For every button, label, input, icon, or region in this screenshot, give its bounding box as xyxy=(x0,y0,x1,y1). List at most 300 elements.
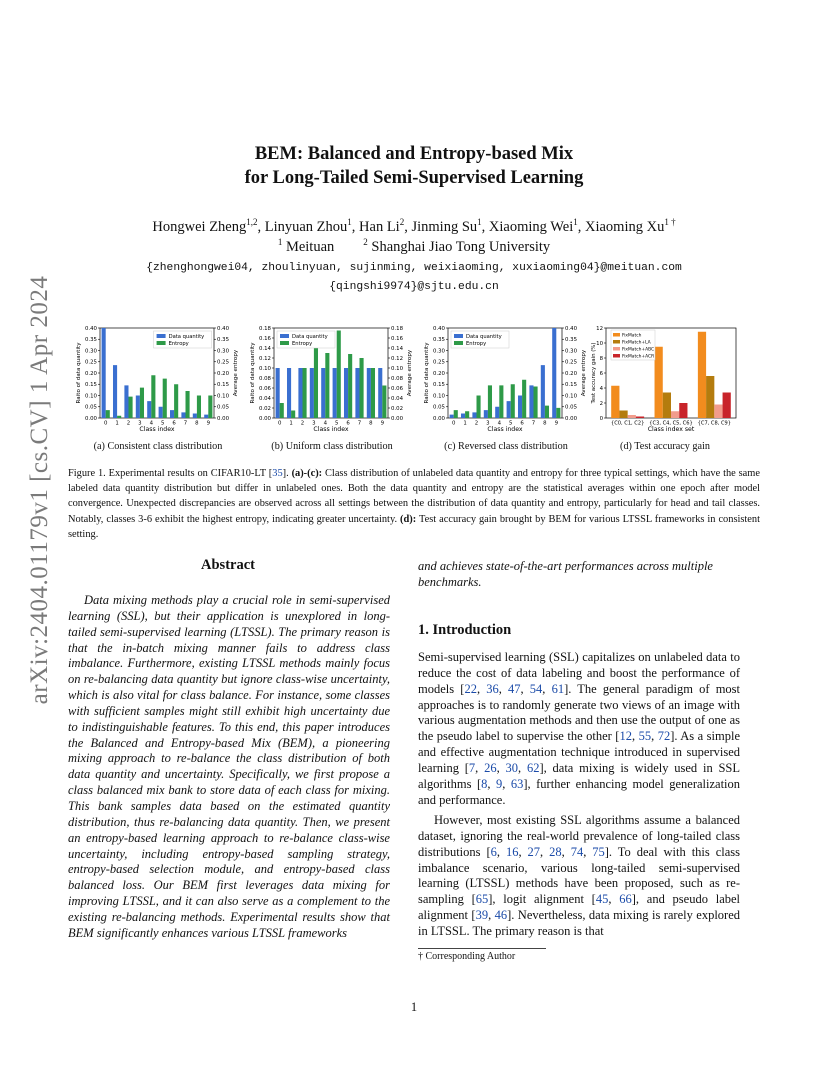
paragraph-text: , xyxy=(476,681,487,696)
author-list: Hongwei Zheng$^{1,2}$, Linyuan Zhou$^1$, Han Li$^2$, Jinming Su$^1$, Xiaoming Wei$^1$, Xiaoming $Xu^{1 \dagger}$ xyxy=(152,217,676,235)
bar-data-quantity xyxy=(450,415,454,418)
paragraph-text: , xyxy=(518,760,527,775)
x-tick-label: 5 xyxy=(508,420,513,427)
citation-link[interactable]: 74 xyxy=(570,844,584,859)
citation-link[interactable]: 54 xyxy=(529,681,543,696)
bar-entropy xyxy=(151,375,155,418)
citation-link[interactable]: 22 xyxy=(464,681,477,696)
bar-entropy xyxy=(522,380,526,418)
page-number: 1 xyxy=(410,1000,418,1014)
bar-entropy xyxy=(303,368,307,418)
chart-a xyxy=(72,322,244,436)
paragraph-text: , xyxy=(520,681,530,696)
bar-data-quantity xyxy=(355,368,359,418)
x-tick-label: 1 xyxy=(463,420,467,427)
bar-data-quantity xyxy=(472,412,476,418)
y-tick-label: 0.15 xyxy=(84,382,97,389)
bar-entropy xyxy=(208,396,212,419)
y-right-tick-label: 0.04 xyxy=(391,395,404,402)
y-right-tick-label: 0.40 xyxy=(565,325,578,332)
bar-data-quantity xyxy=(193,414,197,419)
legend-swatch xyxy=(157,334,166,338)
subcaption-a: (a) Consistent class distribution xyxy=(93,441,223,452)
y-tick-label: 0.35 xyxy=(84,337,97,344)
affiliation-name: Shanghai Jiao Tong University xyxy=(367,238,551,255)
citation-link[interactable]: 27 xyxy=(527,844,541,859)
x-tick-label: 8 xyxy=(369,420,373,427)
citation-link[interactable]: 72 xyxy=(657,729,671,744)
y-tick-label: 0.00 xyxy=(432,415,445,422)
y-tick-label: 0.10 xyxy=(258,365,271,372)
y-tick-label: 0.20 xyxy=(84,370,97,377)
x-axis-label: Class index xyxy=(313,426,349,433)
citation-link[interactable]: 47 xyxy=(508,681,521,696)
y-right-tick-label: 0.00 xyxy=(391,415,404,422)
author-affiliation-mark: 1 xyxy=(347,217,352,227)
bar-gain xyxy=(671,411,679,418)
legend-swatch xyxy=(613,333,620,337)
bar-data-quantity xyxy=(378,368,382,418)
y-tick-label: 12 xyxy=(596,325,603,332)
bar-entropy xyxy=(382,386,386,419)
author-affiliation-mark: 1,2 xyxy=(246,217,258,227)
y-right-tick-label: 0.06 xyxy=(391,385,404,392)
figure-panel-c xyxy=(420,322,592,436)
bar-gain xyxy=(655,347,663,418)
y-right-tick-label: 0.20 xyxy=(565,370,578,377)
bar-entropy xyxy=(186,391,190,418)
x-tick-label: 6 xyxy=(172,420,176,427)
x-tick-label: 3 xyxy=(138,420,142,427)
y-tick-label: 0 xyxy=(599,415,603,422)
bar-data-quantity xyxy=(136,396,140,419)
paragraph-text: , xyxy=(651,729,658,744)
x-tick-label: 1 xyxy=(115,420,119,427)
legend-swatch xyxy=(613,354,620,358)
bar-data-quantity xyxy=(552,328,556,418)
y-right-tick-label: 0.25 xyxy=(565,359,578,366)
y-tick-label: 6 xyxy=(599,370,603,377)
legend-label: Data quantity xyxy=(168,334,205,340)
bar-entropy xyxy=(174,384,178,418)
affiliation-name: Meituan xyxy=(282,238,335,255)
legend-swatch xyxy=(613,340,620,344)
x-tick-label: 0 xyxy=(277,420,282,427)
y-tick-label: 0.25 xyxy=(84,359,97,366)
y-tick-label: 0.08 xyxy=(258,375,271,382)
y-right-axis-label: Average entropy xyxy=(233,349,239,397)
x-tick-label: 6 xyxy=(346,420,350,427)
chart-b xyxy=(246,322,418,436)
y-tick-label: 0.40 xyxy=(84,325,97,332)
y-right-tick-label: 0.18 xyxy=(391,325,404,332)
chart-c xyxy=(420,322,592,436)
x-tick-label: 7 xyxy=(531,420,536,427)
bar-entropy xyxy=(556,408,560,418)
citation-link[interactable]: 65 xyxy=(475,892,489,907)
author-name: Xiaoming Wei xyxy=(488,218,574,235)
x-tick-label: 8 xyxy=(543,420,547,427)
bar-entropy xyxy=(106,410,110,418)
legend-label: FixMatch+ACR xyxy=(622,354,655,360)
y-right-tick-label: 0.15 xyxy=(565,382,578,389)
bar-data-quantity xyxy=(321,368,325,418)
paragraph-text: ]. Nevertheless, data mixing is rarely explored in LTSSL. The primary reason is that xyxy=(418,908,741,938)
citation-link[interactable]: 45 xyxy=(595,892,609,907)
paragraph-text: , xyxy=(583,844,593,859)
y-tick-label: 0.16 xyxy=(258,335,271,342)
y-right-axis-label: Average entropy xyxy=(407,349,413,397)
legend-label: Data quantity xyxy=(466,334,502,340)
bar-data-quantity xyxy=(507,401,511,418)
citation-link[interactable]: 30 xyxy=(505,760,519,775)
subcaption-d: (d) Test accuracy gain xyxy=(620,441,710,452)
y-right-tick-label: 0.00 xyxy=(565,415,578,422)
citation-link[interactable]: 28 xyxy=(549,844,562,859)
y-tick-label: 0.18 xyxy=(258,325,271,332)
paragraph-text: , xyxy=(631,729,639,744)
x-tick-label: 0 xyxy=(103,420,108,427)
y-tick-label: 0.10 xyxy=(84,393,97,400)
legend-label: Data quantity xyxy=(292,334,328,340)
y-tick-label: 0.04 xyxy=(258,395,271,402)
bar-data-quantity xyxy=(344,368,348,418)
legend-swatch xyxy=(280,341,289,345)
caption-bold-d: (d): xyxy=(400,513,417,525)
bar-entropy xyxy=(325,353,329,418)
paragraph-text: , xyxy=(542,681,552,696)
y-tick-label: 0.05 xyxy=(84,404,97,411)
x-tick-label: 0 xyxy=(451,420,456,427)
citation-link[interactable]: 55 xyxy=(638,729,652,744)
y-tick-label: 0.15 xyxy=(432,382,445,389)
author-name: Linyuan Zhou xyxy=(264,218,348,235)
x-tick-label: 4 xyxy=(323,420,328,427)
bar-data-quantity xyxy=(518,396,522,419)
citation-link[interactable]: 62 xyxy=(526,760,540,775)
bar-entropy xyxy=(534,387,538,419)
bar-data-quantity xyxy=(113,365,117,418)
citation-link[interactable]: 46 xyxy=(494,908,508,923)
x-tick-label: 9 xyxy=(206,420,211,427)
author-name: Jinming Su xyxy=(411,218,478,235)
x-tick-label: 2 xyxy=(300,420,305,427)
legend-swatch xyxy=(454,341,463,345)
intro-paragraph-2 xyxy=(418,813,740,940)
bar-entropy xyxy=(545,406,549,418)
citation-link[interactable]: 6 xyxy=(490,844,497,859)
y-right-tick-label: 0.10 xyxy=(391,365,404,372)
section-heading-introduction: 1. Introduction xyxy=(418,622,512,638)
bar-entropy xyxy=(129,397,133,418)
y-tick-label: 0.14 xyxy=(258,345,271,352)
figure-panel-b xyxy=(246,322,418,436)
citation-link[interactable]: 66 xyxy=(619,892,632,907)
y-tick-label: 0.05 xyxy=(432,404,445,411)
bar-data-quantity xyxy=(310,368,314,418)
caption-text-b: ]. xyxy=(282,468,292,479)
x-tick-label: 9 xyxy=(554,420,559,427)
paragraph-text: ], further enhancing model generalization and performance. xyxy=(418,776,741,807)
y-right-tick-label: 0.10 xyxy=(217,393,230,400)
x-tick-label: 7 xyxy=(183,420,188,427)
bar-entropy xyxy=(337,331,341,419)
figure-panel-a xyxy=(72,322,244,436)
bar-entropy xyxy=(348,354,352,418)
bar-data-quantity xyxy=(181,412,185,418)
bar-gain xyxy=(698,332,706,418)
bar-data-quantity xyxy=(102,328,106,418)
paragraph-text: , xyxy=(498,681,508,696)
citation-link[interactable]: 36 xyxy=(486,681,499,696)
intro-paragraph-1 xyxy=(418,650,740,808)
x-axis-label: Class index set xyxy=(647,426,695,433)
legend-label: FixMatch+LA xyxy=(622,340,651,346)
y-tick-label: 0.00 xyxy=(84,415,97,422)
arxiv-side-stamp xyxy=(22,275,58,705)
caption-text-d: Test accuracy gain brought by BEM for various LTSSL frameworks in consistent setting. xyxy=(68,513,761,540)
legend-swatch xyxy=(613,347,620,351)
author-name: Hongwei Zheng xyxy=(152,218,247,235)
citation-link[interactable]: 16 xyxy=(505,844,519,859)
bar-data-quantity xyxy=(170,410,174,418)
caption-text-c: Class distribution of unlabeled data quantity and entropy for three typical settings, which have the same labeled data quantity distribution but differ in unlabeled ones. Both the data quantity and entropy are the statistical averages within one epoch after model convergence. Unexpected discrepancies are observed across all settings between the distribution of data quantity and entropy, particularly for head and tail classes. Notably, classes 3-6 exhibit the highest entropy, indicating greater uncertainty. xyxy=(68,468,760,525)
y-right-tick-label: 0.05 xyxy=(565,404,578,411)
y-tick-label: 0.00 xyxy=(258,415,271,422)
y-tick-label: 0.25 xyxy=(432,359,445,366)
abstract-body: Data mixing methods play a crucial role in semi-supervised learning (SSL), but their application is unexplored in long-tailed semi-supervised learning (LTSSL). The primary reason is that the in-batch mixing manner fails to address class imbalance. Furthermore, existing LTSSL methods mainly focus on re-balancing data quantity but ignore class-wise uncertainty, which is also vital for class balance. For instance, some classes with sufficient samples might still exhibit high uncertainty due to indistinguishable features. To this end, this paper introduces the Balanced and Entropy-based Mix (BEM), a pioneering mixing approach to re-balance the class distribution of both data quantity and uncertainty. Specifically, we first propose a class balanced mix bank to store data of each class for mixing. This bank samples data based on the estimated quantity distribution, thus re-balancing data quantity. Then, we present an entropy-based learning approach to re-balance class-wise uncertainty, including entropy-based sampling strategy, entropy-based selection module, and entropy-based class balanced loss. Our BEM first leverages data mixing for improving LTSSL, and it can also serve as a complement to the existing re-balancing methods. Experimental results show that BEM significantly enhances various LTSSL frameworks xyxy=(68,593,390,940)
email-line-2: {qingshi9974}@sjtu.edu.cn xyxy=(329,281,499,293)
bar-entropy xyxy=(360,358,364,418)
figure-label: Figure 1. xyxy=(68,468,106,479)
legend-label: Entropy xyxy=(292,341,313,347)
paragraph-text: , xyxy=(540,844,550,859)
x-tick-label: 2 xyxy=(126,420,131,427)
y-tick-label: 0.35 xyxy=(432,337,445,344)
x-tick-label: 1 xyxy=(289,420,293,427)
x-tick-label: 5 xyxy=(334,420,339,427)
x-tick-label: 4 xyxy=(149,420,154,427)
paragraph-text: ], logit alignment [ xyxy=(488,892,596,907)
author-affiliation-mark: 1 xyxy=(573,217,578,227)
bar-data-quantity xyxy=(147,401,151,418)
arxiv-stamp-text: arXiv:2404.01179v1 [cs.CV] 1 Apr 2024 xyxy=(26,275,53,705)
bar-gain xyxy=(628,415,636,418)
bar-entropy xyxy=(499,385,503,418)
citation-link[interactable]: 12 xyxy=(619,729,632,744)
x-tick-label: 3 xyxy=(486,420,490,427)
paragraph-text: , xyxy=(608,892,620,907)
x-tick-label: 8 xyxy=(195,420,199,427)
x-tick-label: 6 xyxy=(520,420,524,427)
citation-link[interactable]: 26 xyxy=(484,760,497,775)
bar-data-quantity xyxy=(159,407,163,418)
author-affiliation-mark: 1 xyxy=(477,217,482,227)
y-tick-label: 0.30 xyxy=(432,348,445,355)
x-tick-label: {C3, C4, C5, C6} xyxy=(649,420,693,427)
email-line-1: {zhenghongwei04, zhoulinyuan, sujinming, weixiaoming, xuxiaoming04}@meituan.com xyxy=(146,262,682,274)
bar-entropy xyxy=(140,388,144,418)
y-right-tick-label: 0.00 xyxy=(217,415,230,422)
paragraph-text: , xyxy=(502,776,511,791)
y-tick-label: 0.02 xyxy=(258,405,271,412)
y-right-tick-label: 0.08 xyxy=(391,375,404,382)
x-tick-label: 4 xyxy=(497,420,502,427)
paragraph-text: ]. To deal with this class imbalance scenario, various long-tailed semi-supervised learning (LTSSL) methods have been proposed, such as re-sampling [ xyxy=(418,844,740,907)
abstract-heading: Abstract xyxy=(201,557,255,573)
bar-gain xyxy=(636,417,644,419)
x-tick-label: {C7, C8, C9} xyxy=(697,420,732,427)
y-right-tick-label: 0.14 xyxy=(391,345,404,352)
bar-data-quantity xyxy=(298,368,302,418)
y-right-tick-label: 0.20 xyxy=(217,370,230,377)
figure-panel-d xyxy=(590,322,740,436)
bar-entropy xyxy=(454,410,458,418)
y-axis-label: Raito of data quantity xyxy=(424,342,430,404)
y-tick-label: 0.10 xyxy=(432,393,445,400)
bar-gain xyxy=(714,405,722,419)
bar-entropy xyxy=(197,396,201,419)
caption-bold-a: (a)-(c): xyxy=(291,468,323,479)
y-tick-label: 0.20 xyxy=(432,370,445,377)
x-tick-label: 3 xyxy=(312,420,316,427)
y-tick-label: 8 xyxy=(599,355,603,362)
figure-caption xyxy=(68,466,760,542)
citation-link[interactable]: 7 xyxy=(468,760,476,775)
x-tick-label: 7 xyxy=(357,420,362,427)
affiliation-mark: 1 xyxy=(277,237,283,247)
paragraph-text: ], data mixing is widely used in SSL algorithms [ xyxy=(418,760,741,791)
bar-data-quantity xyxy=(276,368,280,418)
y-tick-label: 0.06 xyxy=(258,385,271,392)
y-right-tick-label: 0.10 xyxy=(565,393,578,400)
legend-label: FixMatch+ABC xyxy=(622,347,655,353)
y-right-tick-label: 0.30 xyxy=(565,348,578,355)
y-right-tick-label: 0.15 xyxy=(217,382,230,389)
footnote: † Corresponding Author xyxy=(418,951,516,962)
footnote-rule xyxy=(418,948,546,949)
bar-data-quantity xyxy=(529,385,533,418)
author-affiliation-mark: 2 xyxy=(399,217,405,227)
author-name: Xiaoming Xu xyxy=(585,218,665,235)
bar-data-quantity xyxy=(461,414,465,419)
paragraph-text: ], and pseudo label alignment [ xyxy=(418,892,741,923)
y-right-tick-label: 0.05 xyxy=(217,404,230,411)
y-tick-label: 4 xyxy=(599,385,603,392)
citation-link[interactable]: 8 xyxy=(481,776,488,791)
author-affiliation-mark: 1 † xyxy=(664,217,676,227)
x-tick-label: 9 xyxy=(380,420,385,427)
bar-gain xyxy=(619,411,627,419)
legend-swatch xyxy=(157,341,166,345)
bar-gain xyxy=(706,376,714,418)
author-name: Han Li xyxy=(359,218,400,235)
bar-data-quantity xyxy=(204,415,208,418)
bar-data-quantity xyxy=(541,365,545,418)
y-tick-label: 10 xyxy=(596,340,603,347)
bar-entropy xyxy=(163,379,167,418)
bar-entropy xyxy=(291,411,295,419)
y-right-tick-label: 0.25 xyxy=(217,359,230,366)
y-axis-label: Raito of data quantity xyxy=(76,342,82,404)
y-right-tick-label: 0.02 xyxy=(391,405,404,412)
bar-gain xyxy=(663,393,671,419)
paragraph-text: Semi-supervised learning (SSL) capitalizes on unlabeled data to reduce the cost of data labeling and boost the performance of models [ xyxy=(418,650,740,696)
chart-d xyxy=(590,322,740,436)
bar-data-quantity xyxy=(124,385,128,418)
x-axis-label: Class index xyxy=(139,426,175,433)
legend-swatch xyxy=(280,334,289,338)
bar-entropy xyxy=(488,385,492,418)
paragraph-text: , xyxy=(518,844,528,859)
y-right-tick-label: 0.40 xyxy=(217,325,230,332)
bar-data-quantity xyxy=(333,368,337,418)
bar-entropy xyxy=(465,411,469,418)
paper-title-line-1: BEM: Balanced and Entropy-based Mix xyxy=(254,144,574,164)
bar-data-quantity xyxy=(484,410,488,418)
abstract-continued: and achieves state-of-the-art performances across multiple benchmarks. xyxy=(418,559,713,589)
bar-gain xyxy=(723,393,731,419)
y-axis-label: Test accuracy gain (%) xyxy=(591,342,597,404)
y-tick-label: 0.40 xyxy=(432,325,445,332)
bar-data-quantity xyxy=(287,368,291,418)
y-right-tick-label: 0.16 xyxy=(391,335,404,342)
bar-entropy xyxy=(280,403,284,418)
caption-text-a: Experimental results on CIFAR10-LT [ xyxy=(105,468,273,479)
y-tick-label: 0.30 xyxy=(84,348,97,355)
y-axis-label: Raito of data quantity xyxy=(250,342,256,404)
citation-link[interactable]: 63 xyxy=(510,776,524,791)
paragraph-text: , xyxy=(488,908,495,923)
x-tick-label: 2 xyxy=(474,420,479,427)
y-right-tick-label: 0.35 xyxy=(565,337,578,344)
bar-entropy xyxy=(371,368,375,418)
paragraph-text: , xyxy=(561,844,571,859)
x-axis-label: Class index xyxy=(487,426,523,433)
paragraph-text: ]. The general paradigm of most approaches is to randomly generate two views of an image with various augmentation methods and then use the output of one as the pseudo label to supervise the other [ xyxy=(418,681,741,744)
y-tick-label: 0.12 xyxy=(258,355,271,362)
paragraph-text: However, most existing SSL algorithms assume a balanced dataset, ignoring the real-world prevalence of long-tailed class distributions [ xyxy=(418,813,740,859)
y-right-tick-label: 0.12 xyxy=(391,355,404,362)
paragraph-text: , xyxy=(475,760,485,775)
bar-entropy xyxy=(117,416,121,418)
bar-gain xyxy=(679,403,687,418)
paragraph-text: , xyxy=(487,776,496,791)
bar-data-quantity xyxy=(367,368,371,418)
citation-link[interactable]: 61 xyxy=(551,681,565,696)
bar-data-quantity xyxy=(495,407,499,418)
paragraph-text: , xyxy=(496,844,506,859)
citation-link[interactable]: 35 xyxy=(272,468,283,479)
bar-entropy xyxy=(511,384,515,418)
citation-link[interactable]: 39 xyxy=(475,908,489,923)
y-tick-label: 2 xyxy=(599,400,603,407)
y-right-axis-label: Average entropy xyxy=(581,349,587,397)
x-tick-label: 5 xyxy=(160,420,165,427)
legend-label: Entropy xyxy=(168,341,189,347)
citation-link[interactable]: 75 xyxy=(592,844,605,859)
legend-swatch xyxy=(454,334,463,338)
x-tick-label: {C0, C1, C2} xyxy=(610,420,645,427)
bar-gain xyxy=(611,386,619,418)
paragraph-text: , xyxy=(496,760,506,775)
subcaption-b: (b) Uniform class distribution xyxy=(271,441,393,452)
paragraph-text: ]. As a simple and effective augmentation technique introduced in supervised learning [ xyxy=(418,729,741,775)
legend-label: FixMatch xyxy=(622,333,642,339)
y-right-tick-label: 0.30 xyxy=(217,348,230,355)
bar-entropy xyxy=(477,396,481,419)
citation-link[interactable]: 9 xyxy=(496,776,503,791)
